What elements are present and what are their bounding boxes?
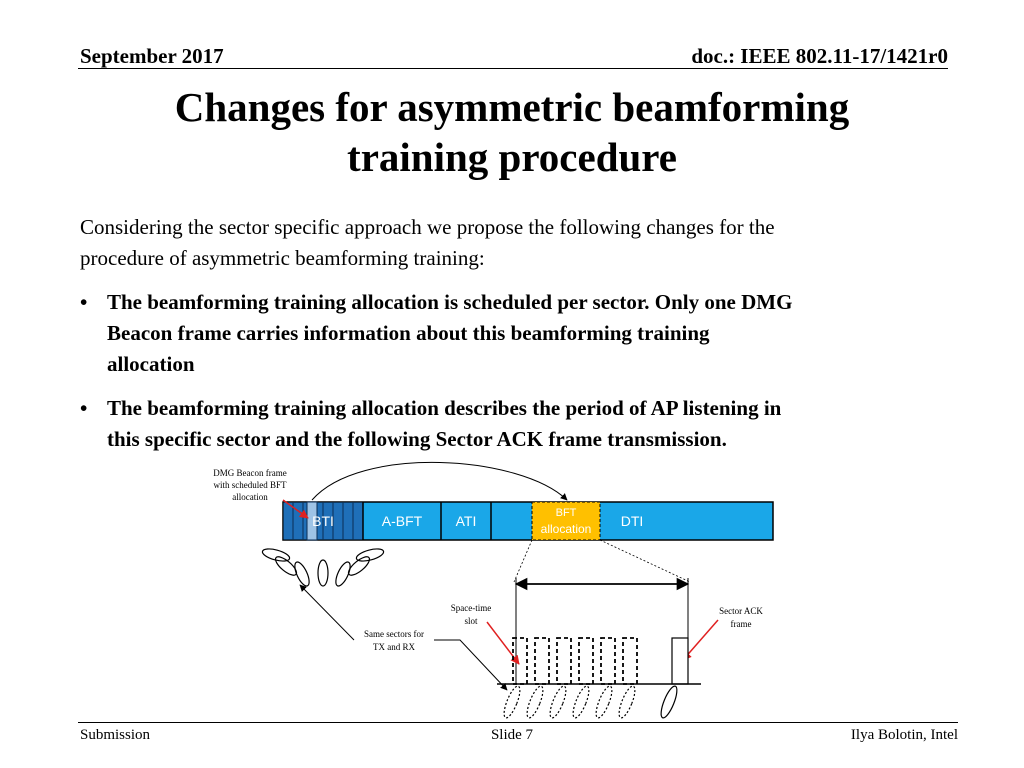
title-line: training procedure	[347, 134, 677, 180]
schedule-curve-arrow	[312, 462, 567, 500]
space-time-slots	[513, 638, 637, 684]
space-time-label: slot	[464, 616, 478, 626]
footer-slide-number: Slide 7	[490, 727, 534, 743]
same-sectors-label: TX and RX	[373, 642, 415, 652]
bti-beam-lobes	[261, 547, 385, 588]
bft-label: BFT	[555, 507, 577, 519]
ati-label: ATI	[455, 513, 477, 529]
slot-beam-lobes	[501, 684, 638, 719]
same-sectors-arrow	[434, 640, 507, 690]
sector-ack-frame	[672, 638, 688, 684]
bti-label: BTI	[312, 513, 334, 529]
same-sectors-arrow	[300, 585, 354, 640]
red-arrow	[487, 622, 519, 664]
sector-ack-label: Sector ACK	[719, 606, 763, 616]
bullet-line: this specific sector and the following Sector ACK frame transmission.	[107, 427, 727, 451]
header-date: September 2017	[80, 44, 224, 68]
space-time-label: Space-time	[450, 603, 492, 613]
bullet-line: The beamforming training allocation is scheduled per sector. Only one DMG	[107, 290, 793, 314]
intro-line: Considering the sector specific approach we propose the following changes for the	[80, 215, 775, 239]
beacon-note-line: DMG Beacon frame	[213, 468, 287, 478]
beacon-note-line: allocation	[232, 492, 268, 502]
sector-ack-label: frame	[730, 619, 752, 629]
ack-beam-lobe	[658, 684, 680, 719]
title-line: Changes for asymmetric beamforming	[174, 84, 850, 130]
header-doc-id: doc.: IEEE 802.11-17/1421r0	[691, 44, 948, 68]
footer-divider	[78, 722, 958, 723]
bullet-line: allocation	[107, 352, 195, 376]
bullet-dot: •	[80, 290, 88, 314]
footer-author: Ilya Bolotin, Intel	[850, 727, 958, 743]
dti-label: DTI	[620, 513, 644, 529]
bft-label: allocation	[540, 522, 592, 536]
bullet-line: The beamforming training allocation describes the period of AP listening in	[107, 396, 782, 420]
same-sectors-label: Same sectors for	[364, 629, 424, 639]
beacon-note-line: with scheduled BFT	[213, 480, 287, 490]
abft-label: A-BFT	[381, 513, 423, 529]
bullet-line: Beacon frame carries information about this beamforming training	[107, 321, 710, 345]
footer-submission: Submission	[80, 727, 151, 743]
intro-line: procedure of asymmetric beamforming training:	[80, 246, 485, 270]
bullet-dot: •	[80, 396, 88, 420]
